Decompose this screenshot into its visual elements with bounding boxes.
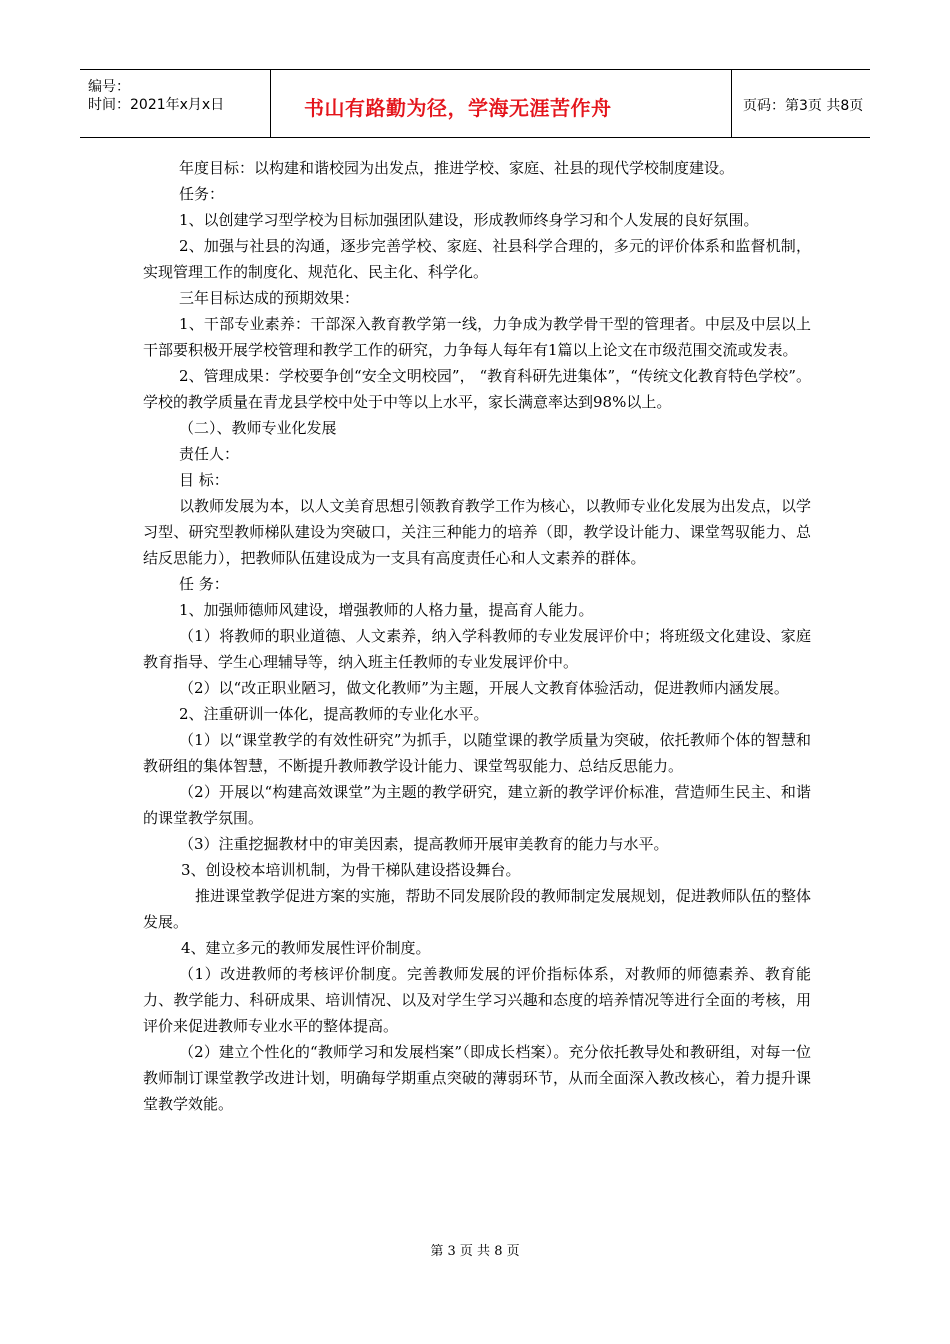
task-item-1: 1、以创建学习型学校为目标加强团队建设，形成教师终身学习和个人发展的良好氛围。 [179,211,759,229]
responsible-person-label: 责任人： [179,445,240,463]
expected-effect-heading: 三年目标达成的预期效果： [179,289,360,307]
motto-text: 书山有路勤为径，学海无涯苦作舟 [304,96,612,120]
task-1-item-1: （1）将教师的职业道德、人文素养，纳入学科教师的专业发展评价中；将班级文化建设、家庭教育指导、学生心理辅导等，纳入班主任教师的专业发展评价中。 [143,627,811,671]
header-info-cell [80,70,271,137]
page-footer: 第 3 页 共 8 页 [430,1244,520,1259]
page-number-label: 页码：第3页 共8页 [743,98,864,114]
task-3-detail: 推进课堂教学促进方案的实施，帮助不同发展阶段的教师制定发展规划，促进教师队伍的整体发展。 [143,887,811,931]
task-2-item-1: （1）以“课堂教学的有效性研究”为抓手，以随堂课的教学质量为突破，依托教师个体的智慧和教研组的集体智慧，不断提升教师教学设计能力、课堂驾驭能力、总结反思能力。 [143,731,811,775]
page-header [80,69,870,138]
document-number-label: 编号： [88,79,130,95]
task-heading: 任务： [179,185,225,203]
header-motto-cell [272,70,732,137]
task-2-item-2: （2）开展以“构建高效课堂”为主题的教学研究，建立新的教学评价标准，营造师生民主、和谐的课堂教学氛围。 [143,783,811,827]
document-time-label: 时间：2021年x月x日 [88,97,225,113]
task-item-2: 2、加强与社县的沟通，逐步完善学校、家庭、社县科学合理的，多元的评价体系和监督机制，实现管理工作的制度化、规范化、民主化、科学化。 [143,237,811,281]
expected-effect-1: 1、干部专业素养：干部深入教育教学第一线，力争成为教学骨干型的管理者。中层及中层以上干部要积极开展学校管理和教学工作的研究，力争每人每年有1篇以上论文在市级范围交流或发表。 [143,315,811,359]
task-1-ethics: 1、加强师德师风建设，增强教师的人格力量，提高育人能力。 [179,601,594,619]
document-body [143,155,811,1117]
annual-goal-paragraph: 年度目标：以构建和谐校园为出发点，推进学校、家庭、社县的现代学校制度建设。 [179,159,735,177]
goal-paragraph: 以教师发展为本，以人文美育思想引领教育教学工作为核心，以教师专业化发展为出发点，以学习型、研究型教师梯队建设为突破口，关注三种能力的培养（即，教学设计能力、课堂驾驭能力、总结反思能力），把教师队伍建设成为一支具有高度责任心和人文素养的群体。 [143,497,811,567]
task-1-item-2: （2）以“改正职业陋习，做文化教师”为主题，开展人文教育体验活动，促进教师内涵发展。 [179,679,789,697]
task-4-evaluation-system: 4、建立多元的教师发展性评价制度。 [181,939,431,957]
task-4-item-1: （1）改进教师的考核评价制度。完善教师发展的评价指标体系，对教师的师德素养、教育能力、教学能力、科研成果、培训情况、以及对学生学习兴趣和态度的培养情况等进行全面的考核，用评价来促进教师专业水平的整体提高。 [143,965,811,1035]
task-2-research-training: 2、注重研训一体化，提高教师的专业化水平。 [179,705,489,723]
section-heading-teacher-development: （二）、教师专业化发展 [179,419,337,437]
task-2-item-3: （3）注重挖掘教材中的审美因素，提高教师开展审美教育的能力与水平。 [179,835,669,853]
expected-effect-2: 2、管理成果：学校要争创“安全文明校园”， “教育科研先进集体”，“传统文化教育特色学校”。学校的教学质量在青龙县学校中处于中等以上水平，家长满意率达到98%以上。 [143,367,811,411]
task-heading-2: 任 务： [179,575,229,593]
goal-heading: 目 标： [179,471,229,489]
task-3-training-mechanism: 3、创设校本培训机制，为骨干梯队建设搭设舞台。 [181,861,521,879]
header-page-cell [733,70,870,137]
task-4-item-2: （2）建立个性化的“教师学习和发展档案”（即成长档案）。充分依托教导处和教研组，对每一位教师制订课堂教学改进计划，明确每学期重点突破的薄弱环节，从而全面深入教改核心，着力提升课堂教学效能。 [143,1043,811,1113]
